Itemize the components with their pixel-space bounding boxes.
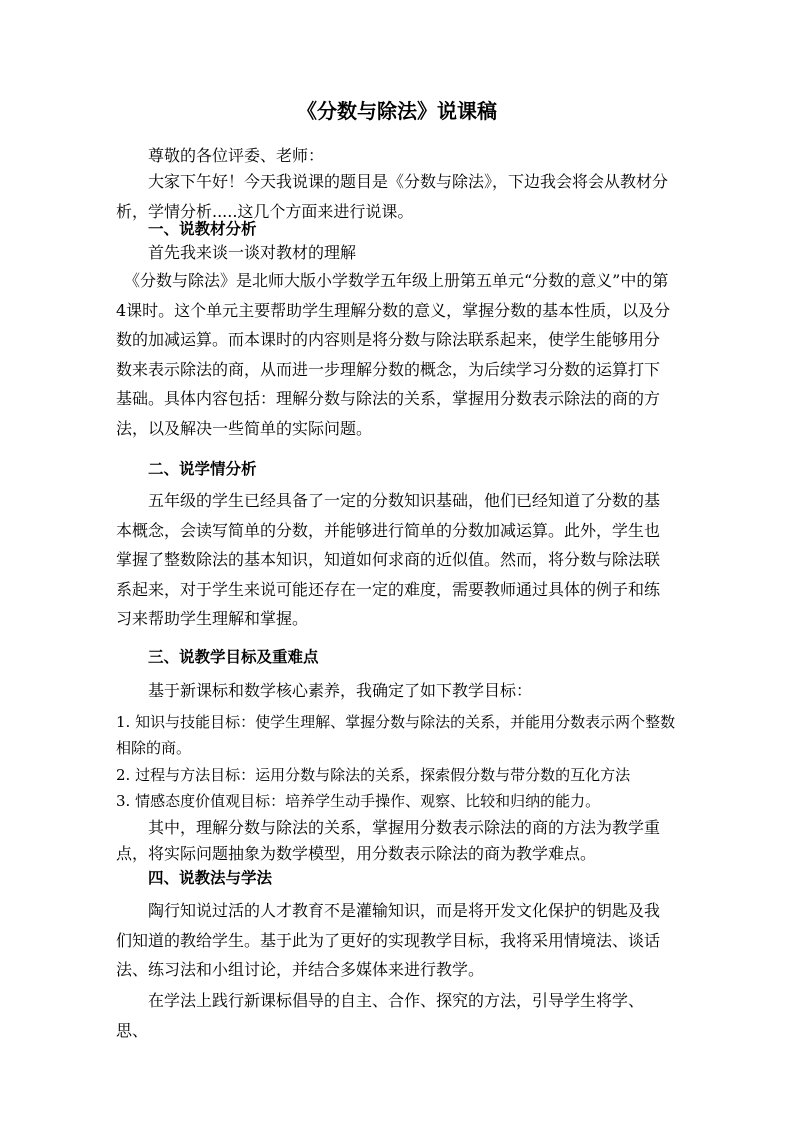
section-4-body-1: 陶行知说过活的人才教育不是灌输知识，而是将开发文化保护的钥匙及我们知道的教给学生。基于此为了更好的实现教学目标，我将采用情境法、谈话法、练习法和小组讨论，并结合多媒体来进行教学。 xyxy=(116,901,661,979)
document-title: 《分数与除法》说课稿 xyxy=(297,99,497,123)
section-4-body-2: 在学法上践行新课标倡导的自主、合作、探究的方法，引导学生将学、思、 xyxy=(116,991,645,1040)
section-2-body: 五年级的学生已经具备了一定的分数知识基础，他们已经知道了分数的基本概念，会读写简单的分数，并能够进行简单的分数加减运算。此外，学生也掌握了整数除法的基本知识，知道如何求商的近似值。然而，将分数与除法联系起来，对于学生来说可能还存在一定的难度，需要教师通过具体的例子和练习来帮助学生理解和掌握。 xyxy=(116,491,661,628)
section-3-heading: 三、说教学目标及重难点 xyxy=(148,647,319,666)
section-3-keypoints: 其中，理解分数与除法的关系，掌握用分数表示除法的商的方法为教学重点，将实际问题抽象为数学模型，用分数表示除法的商为教学难点。 xyxy=(116,818,661,863)
section-1-lead: 首先我来谈一谈对教材的理解 xyxy=(148,243,357,262)
section-2-heading: 二、说学情分析 xyxy=(148,459,257,478)
goal-item: 3. 情感态度价值观目标：培养学生动手操作、观察、比较和归纳的能力。 xyxy=(116,792,601,810)
section-1-body: 《分数与除法》是北师大版小学数学五年级上册第五单元“分数的意义”中的第4课时。这个单元主要帮助学生理解分数的意义，掌握分数的基本性质，以及分数的加减运算。而本课时的内容则是将分数与除法联系起来，使学生能够用分数来表示除法的商，从而进一步理解分数的概念，为后续学习分数的运算打下基础。具体内容包括：理解分数与除法的关系，掌握用分数表示除法的商的方法，以及解决一些简单的实际问题。 xyxy=(116,271,671,438)
section-4-heading: 四、说教法与学法 xyxy=(148,868,273,887)
goal-item: 1. 知识与技能目标：使学生理解、掌握分数与除法的关系，并能用分数表示两个整数相除的商。 xyxy=(116,713,676,757)
goal-item: 2. 过程与方法目标：运用分数与除法的关系，探索假分数与带分数的互化方法 xyxy=(116,766,631,784)
greeting: 尊敬的各位评委、老师： xyxy=(148,146,325,165)
section-1-heading: 一、说教材分析 xyxy=(148,219,257,238)
intro-paragraph: 大家下午好！今天我说课的题目是《分数与除法》，下边我会将会从教材分析，学情分析.....这几个方面来进行说课。 xyxy=(116,172,669,221)
section-3-lead: 基于新课标和数学核心素养，我确定了如下教学目标： xyxy=(148,681,533,700)
